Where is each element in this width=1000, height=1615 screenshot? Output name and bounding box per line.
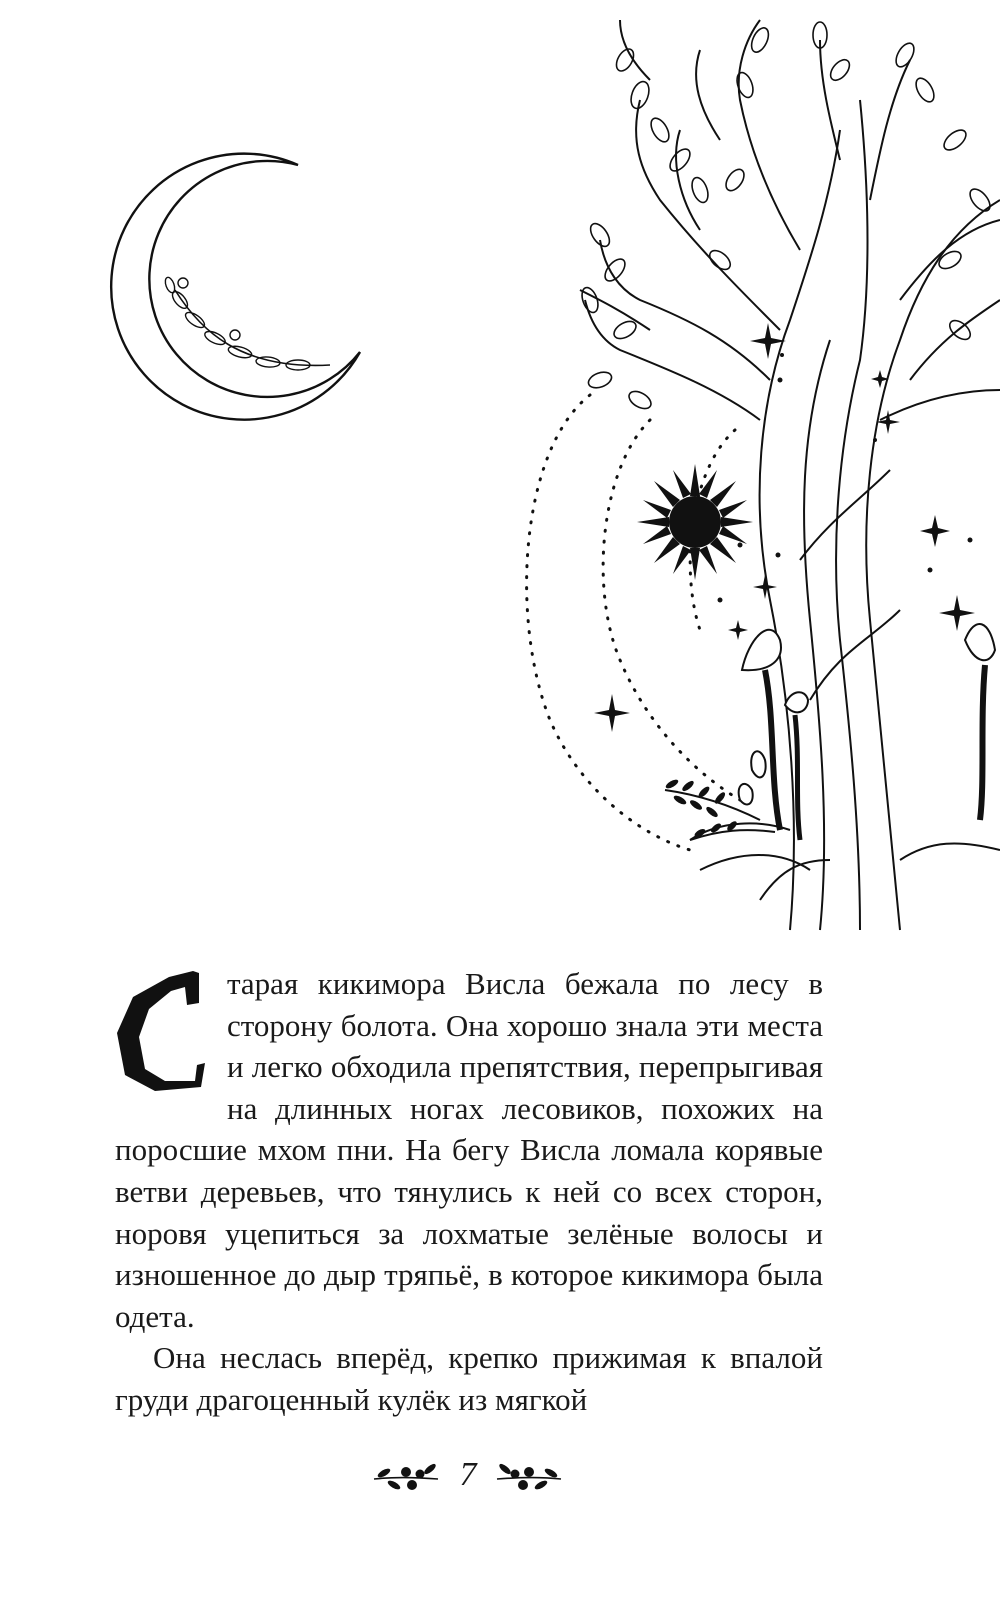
crescent-moon-icon	[111, 154, 360, 420]
berry-sprig-left-icon	[372, 1459, 442, 1495]
body-text	[115, 963, 823, 1421]
dotted-orbit-icon	[527, 395, 740, 850]
black-sun-icon	[637, 464, 753, 580]
tree-icon	[580, 20, 1000, 930]
small-moon-icon	[592, 670, 658, 747]
dropcap-letter	[111, 963, 219, 1095]
berry-sprig-right-icon	[493, 1459, 563, 1495]
mushrooms-icon	[739, 624, 995, 840]
paragraph-1: тарая кикимора Висла бежала по лесу в сторону болота. Она хорошо знала эти места и легко обходила препятствия, перепрыгивая на длинных ногах лесовиков, похожих на поросшие мхом пни. На бегу Висла ломала корявые ветви деревьев, что тянулись к ней со всех сторон, норовя уцепиться за лохматые зелёные волосы и изношенное до дыр тряпьё, в которое кикимора была одета.	[115, 966, 823, 1334]
fern-icon	[664, 778, 775, 840]
stars-icon	[594, 323, 975, 732]
paragraph-2: Она неслась вперёд, крепко прижимая к впалой груди драгоценный кулёк из мягкой	[115, 1340, 823, 1417]
page-footer	[0, 1455, 1000, 1505]
page-number: 7	[459, 1456, 477, 1493]
